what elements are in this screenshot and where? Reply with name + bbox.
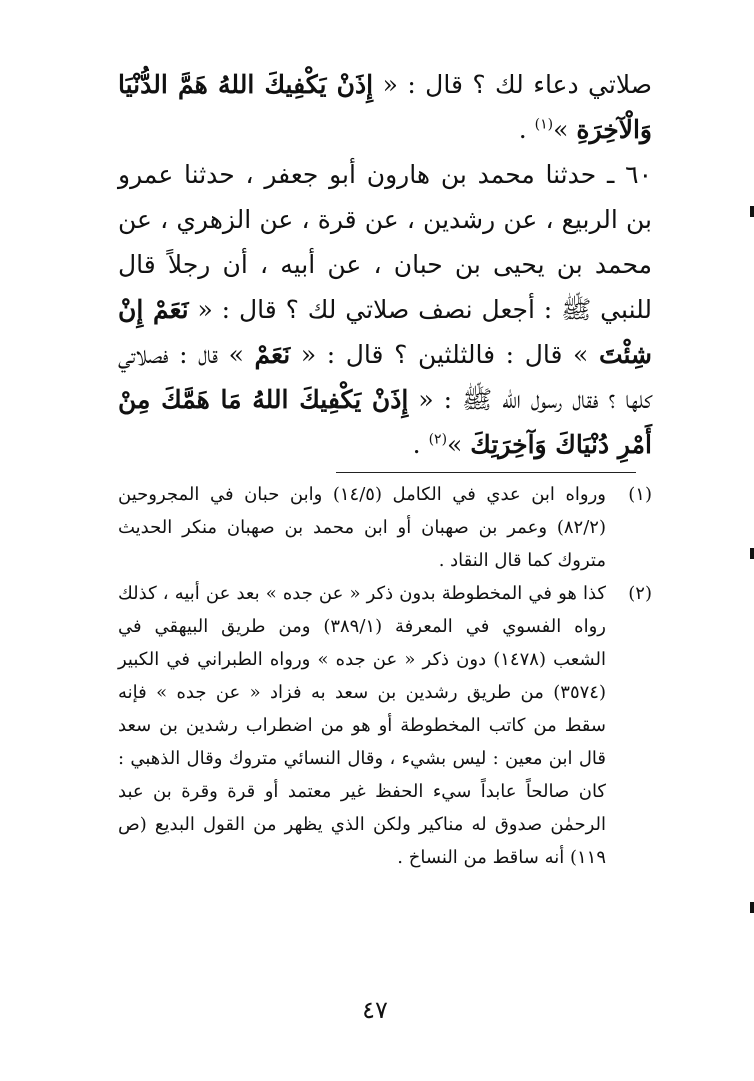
margin-mark (750, 902, 754, 913)
footnote-2 (118, 577, 652, 874)
paragraph-2-text-b: » قال : فالثلثين ؟ قال : « (300, 340, 589, 369)
sentence-end: . (518, 115, 527, 144)
closing-quote-mark: » (447, 430, 463, 459)
footnote-number: (١) (628, 484, 652, 505)
paragraph-1-text: صلاتي دعاء لك ؟ قال : « (382, 70, 652, 99)
footnote-text: ورواه ابن عدي في الكامل (١٤/٥) وابن حبان في المجروحين (٨٢/٢) وعمر بن صهبان أو ابن محمد بن صهبان منكر الحديث متروك كما قال النقاد . (118, 484, 606, 571)
footnote-1 (118, 478, 652, 577)
hadith-quote-c: إِذَنْ يَكْفِيكَ اللهُ مَا هَمَّكَ مِنْ أَمْرِ دُنْيَاكَ وَآخِرَتِكَ (118, 385, 652, 459)
paragraph-1 (118, 62, 652, 152)
hadith-quote: إِذَنْ يَكْفِيكَ اللهُ هَمَّ الدُّنْيَا وَالْآخِرَةِ (118, 70, 652, 144)
footnote-ref-2: (٢) (428, 431, 448, 448)
footnote-number: (٢) (628, 583, 652, 604)
sentence-end: . (412, 430, 421, 459)
hadith-quote-a: نَعَمْ إِنْ شِئْتَ (118, 295, 653, 369)
margin-mark (750, 206, 754, 217)
footnotes (118, 478, 652, 874)
paragraph-2-text-a: ٦٠ ـ حدثنا محمد بن هارون أبو جعفر ، حدثنا عمرو بن الربيع ، عن رشدين ، عن قرة ، عن الزهري ، عن محمد بن يحيى بن حبان ، عن أبيه ، أن رجلاً قال للنبي ﷺ : أجعل نصف صلاتي لك ؟ قال : « (118, 160, 653, 324)
paragraph-2 (118, 152, 652, 467)
margin-mark (750, 548, 754, 559)
footnote-ref-1: (١) (534, 116, 554, 133)
page-number: ٤٧ (362, 996, 388, 1024)
main-text (118, 62, 652, 467)
footnote-text: كذا هو في المخطوطة بدون ذكر « عن جده » بعد عن أبيه ، كذلك رواه الفسوي في المعرفة (٣٨٩/١) ومن طريق البيهقي في الشعب (١٤٧٨) دون ذكر « عن جده » ورواه الطبراني في الكبير (٣٥٧٤) من طريق رشدين بن سعد به فزاد « عن جده » فإنه سقط من كاتب المخطوطة أو هو من اضطراب رشدين بن سعد قال ابن معين : ليس بشيء ، وقال النسائي متروك وقال الذهبي : كان صالحاً عابداً سيء الحفظ غير معتمد أو قرة وقرة بن عبد الرحمٰن صدوق له مناكير ولكن الذي يظهر من القول البديع (ص ١١٩) أنه ساقط من النساخ . (118, 583, 606, 868)
footnote-divider (336, 472, 636, 473)
paragraph-2-text-c: » قال : فصلاتي كلها ؟ فقال رسول الله ﷺ : « (118, 340, 652, 414)
closing-quote-mark: » (553, 115, 569, 144)
hadith-quote-b: نَعَمْ (254, 340, 291, 369)
